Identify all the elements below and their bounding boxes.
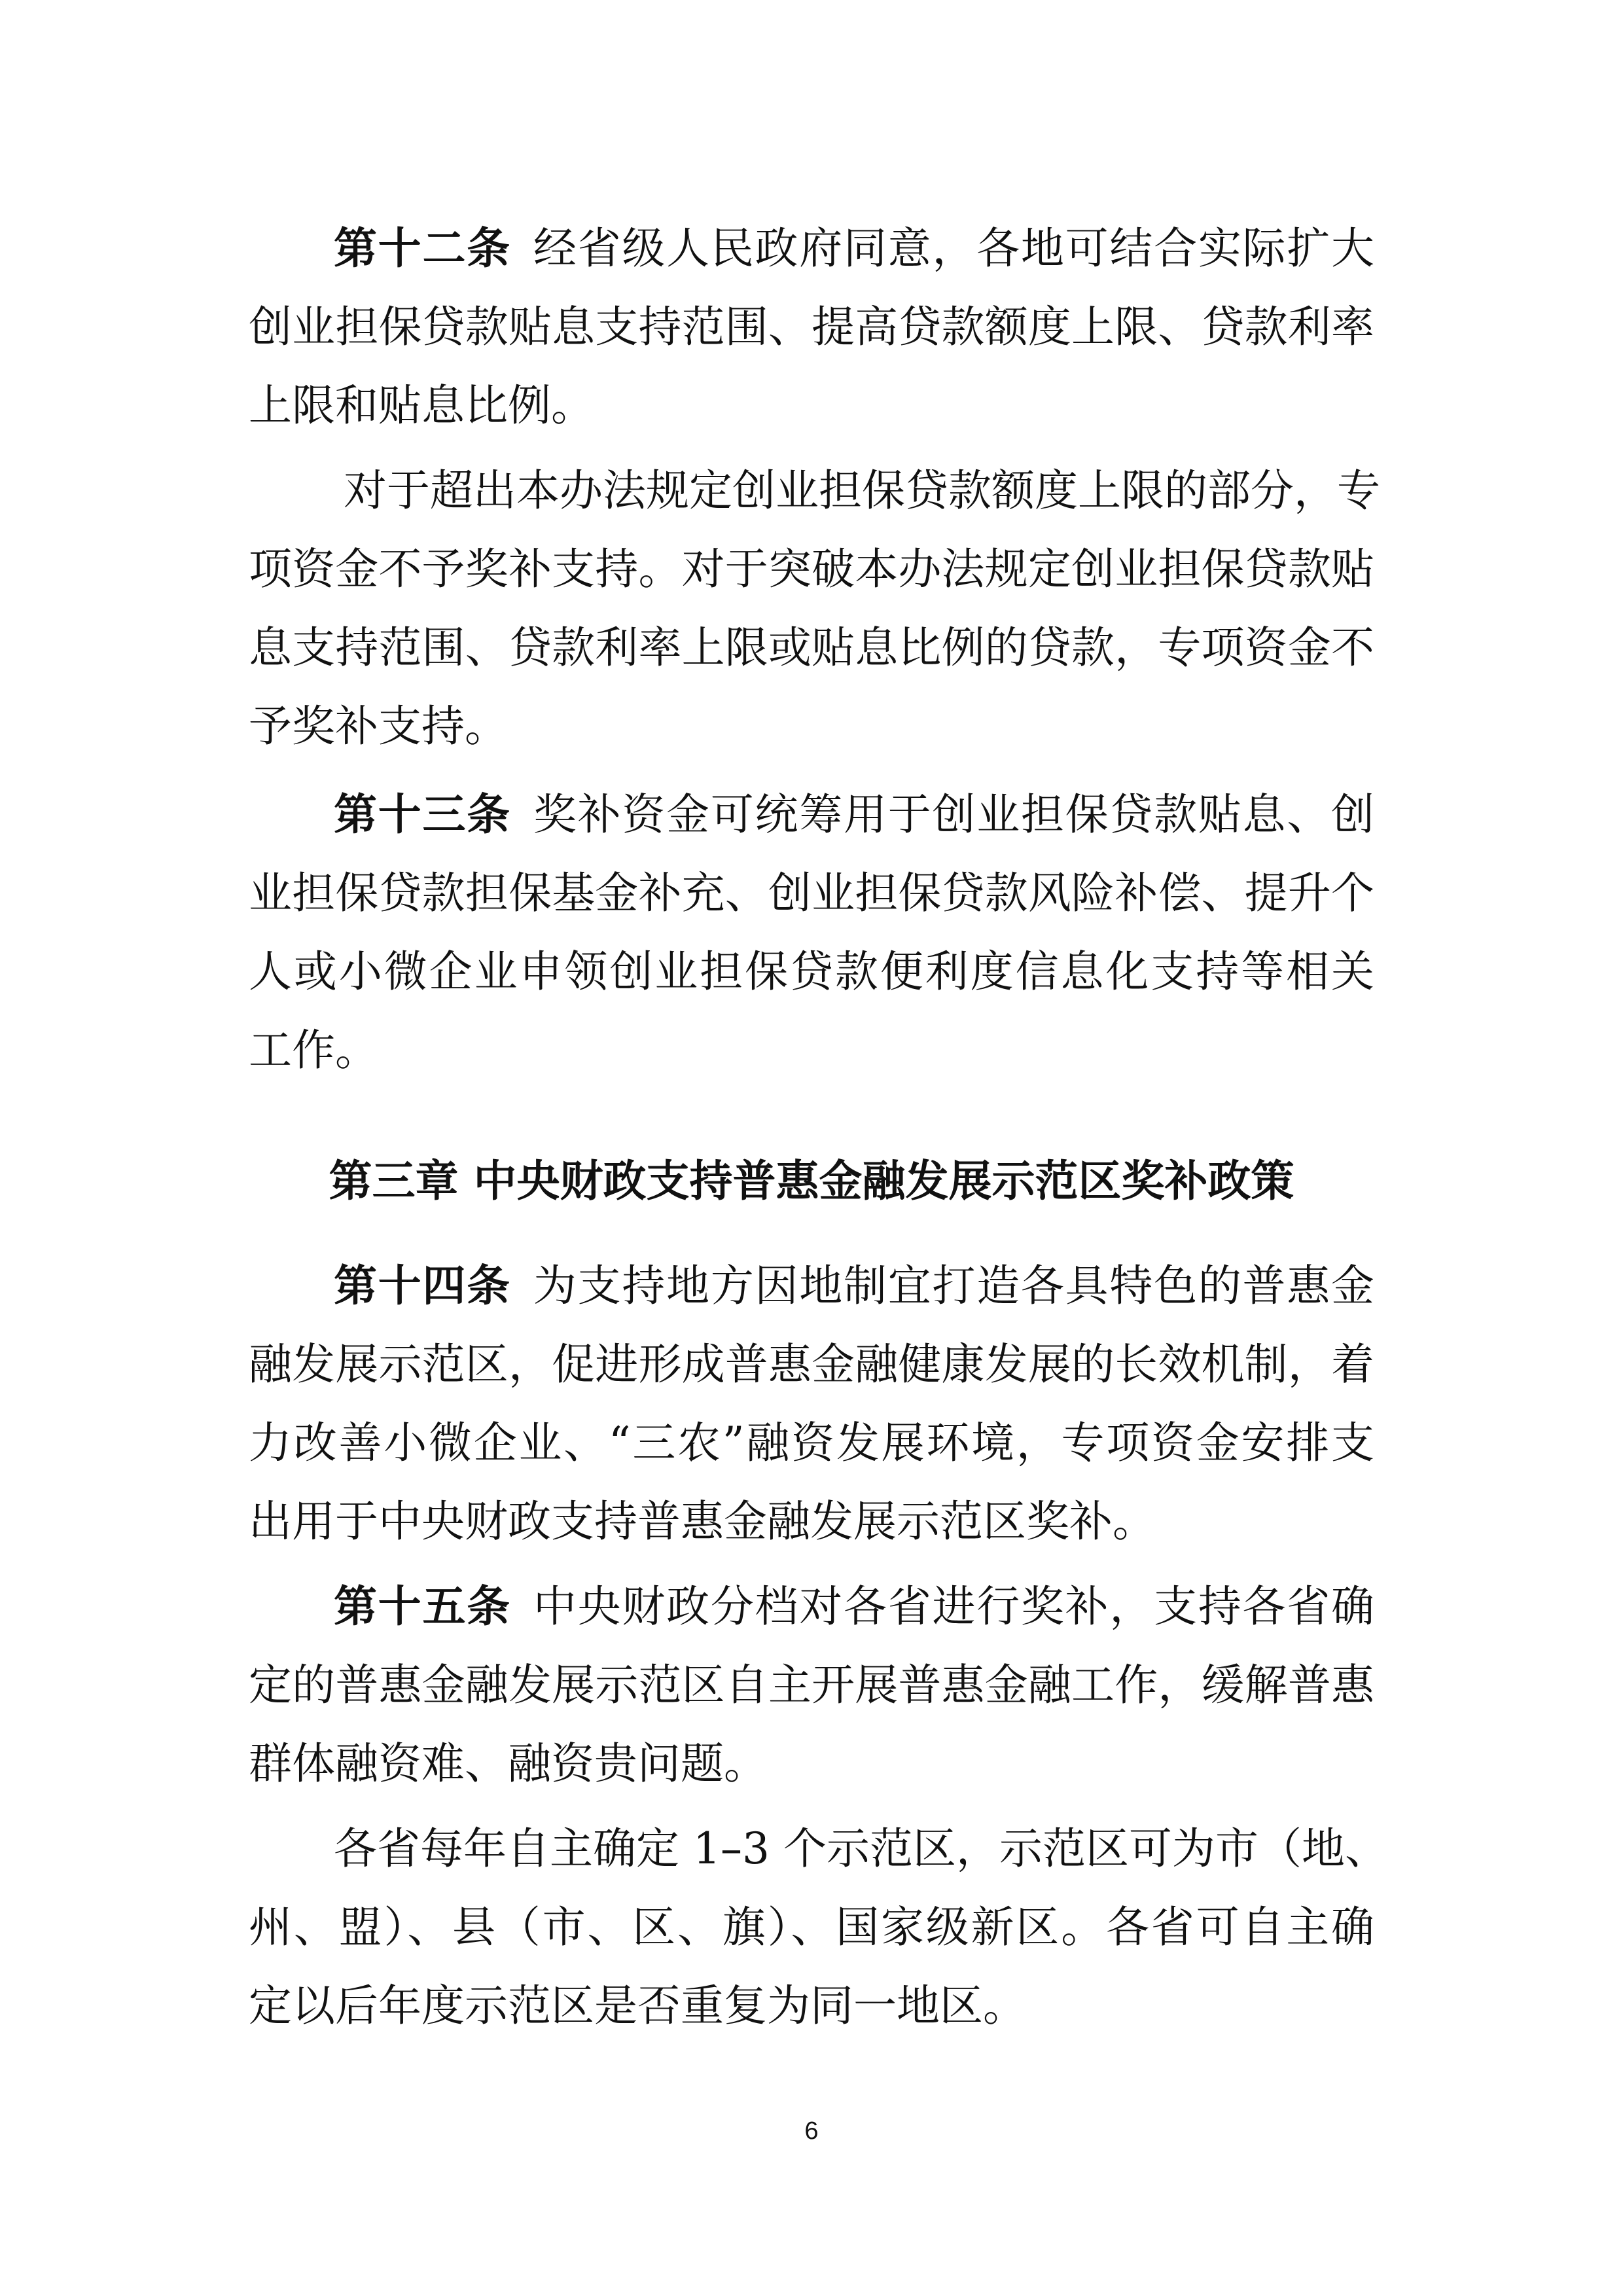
- article-13-line-1: [334, 776, 1374, 854]
- article-12-line-2: 创业担保贷款贴息支持范围、提高贷款额度上限、贷款利率: [249, 302, 1374, 352]
- article-13-line-4: 工作。: [249, 1025, 378, 1075]
- article-13-text-1: 奖补资金可统筹用于创业担保贷款贴息、创: [533, 789, 1375, 840]
- article-12-line-1: [334, 209, 1374, 288]
- article-12-p2-line-4: 予奖补支持。: [249, 701, 508, 751]
- page-number: 6: [804, 2117, 819, 2145]
- article-12-p2-line-1: 对于超出本办法规定创业担保贷款额度上限的部分，专: [344, 465, 1380, 516]
- article-12-text-1: 经省级人民政府同意，各地可结合实际扩大: [533, 223, 1375, 274]
- article-15-line-1: [334, 1568, 1374, 1646]
- article-13-label: 第十三条: [334, 789, 511, 840]
- article-15-label: 第十五条: [334, 1581, 511, 1632]
- article-12-p2-line-3: 息支持范围、贷款利率上限或贴息比例的贷款，专项资金不: [249, 622, 1374, 673]
- chapter-3-heading: 第三章 中央财政支持普惠金融发展示范区奖补政策: [329, 1156, 1294, 1206]
- article-14-line-2: 融发展示范区，促进形成普惠金融健康发展的长效机制，着: [249, 1339, 1374, 1390]
- article-12-label: 第十二条: [334, 223, 511, 274]
- article-14-text-1: 为支持地方因地制宜打造各具特色的普惠金: [533, 1261, 1375, 1311]
- article-15-line-2: 定的普惠金融发展示范区自主开展普惠金融工作，缓解普惠: [249, 1660, 1374, 1710]
- article-14-label: 第十四条: [334, 1261, 511, 1311]
- article-15-p2-line-1: 各省每年自主确定 1–3 个示范区，示范区可为市（地、: [334, 1823, 1388, 1874]
- article-15-text-1: 中央财政分档对各省进行奖补，支持各省确: [533, 1581, 1375, 1632]
- article-14-line-1: [334, 1247, 1374, 1325]
- article-14-line-3: 力改善小微企业、“三农”融资发展环境，专项资金安排支: [249, 1418, 1374, 1468]
- article-13-line-2: 业担保贷款担保基金补充、创业担保贷款风险补偿、提升个: [249, 868, 1374, 918]
- article-13-line-3: 人或小微企业申领创业担保贷款便利度信息化支持等相关: [249, 946, 1374, 997]
- article-12-p2-line-2: 项资金不予奖补支持。对于突破本办法规定创业担保贷款贴: [249, 544, 1374, 594]
- article-15-line-3: 群体融资难、融资贵问题。: [249, 1738, 767, 1789]
- article-12-line-3: 上限和贴息比例。: [249, 380, 594, 431]
- article-15-p2-line-3: 定以后年度示范区是否重复为同一地区。: [249, 1981, 1026, 2031]
- article-15-p2-line-2: 州、盟）、县（市、区、旗）、国家级新区。各省可自主确: [249, 1902, 1374, 1952]
- article-14-line-4: 出用于中央财政支持普惠金融发展示范区奖补。: [249, 1496, 1156, 1547]
